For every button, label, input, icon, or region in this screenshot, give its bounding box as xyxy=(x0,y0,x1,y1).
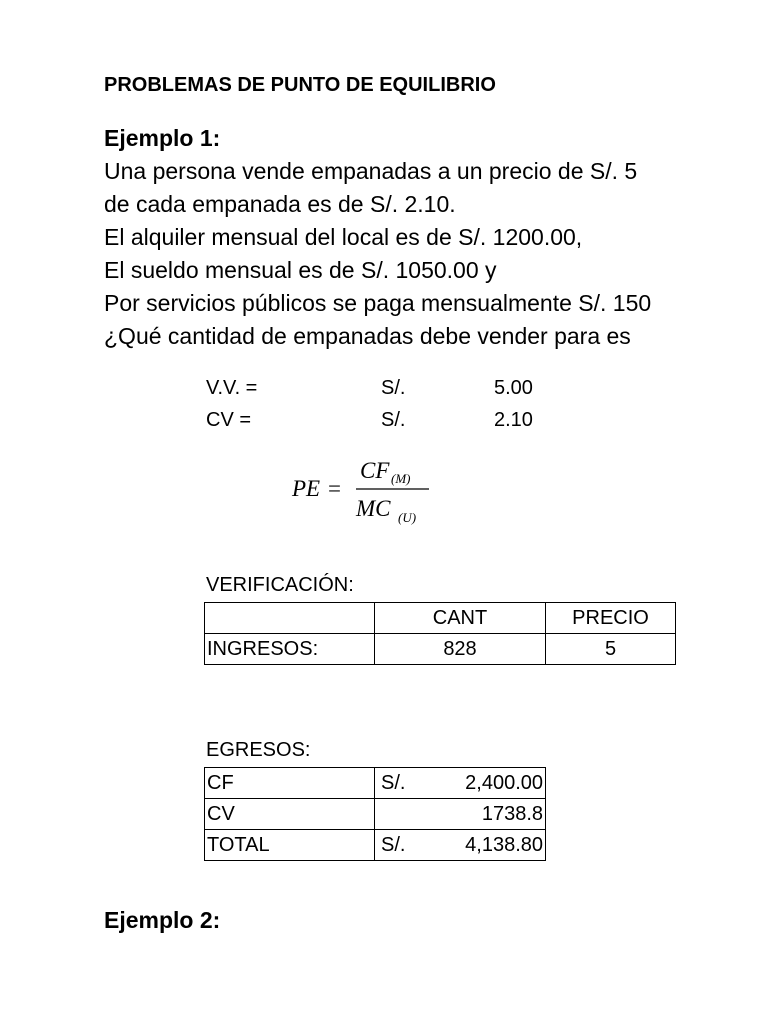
vv-amount: 5.00 xyxy=(494,377,533,399)
egresos-label: EGRESOS: xyxy=(206,739,311,761)
table-cell xyxy=(375,830,546,861)
table-row xyxy=(205,830,546,861)
table-cell: INGRESOS: xyxy=(205,634,375,665)
formula-denominator-subscript: (U) xyxy=(398,510,417,525)
statement-line: ¿Qué cantidad de empanadas debe vender para es xyxy=(104,323,631,349)
cv-label: CV = xyxy=(206,409,252,431)
example-1-statement xyxy=(104,155,676,353)
currency-symbol: S/. xyxy=(381,772,406,794)
statement-line: El sueldo mensual es de S/. 1050.00 y xyxy=(104,257,497,283)
table-cell: TOTAL xyxy=(205,830,375,861)
table-cell xyxy=(375,799,546,830)
verification-label: VERIFICACIÓN: xyxy=(206,574,354,596)
table-cell: CF xyxy=(205,768,375,799)
formula-numerator: CF xyxy=(360,458,390,483)
formula-equals: = xyxy=(328,476,341,501)
cv-amount: 2.10 xyxy=(494,409,533,431)
vv-currency: S/. xyxy=(381,377,406,399)
table-row xyxy=(205,799,546,830)
break-even-formula xyxy=(290,452,440,532)
vv-label: V.V. = xyxy=(206,377,258,399)
table-cell: CV xyxy=(205,799,375,830)
egresos-table xyxy=(204,767,546,861)
statement-line: de cada empanada es de S/. 2.10. xyxy=(104,191,456,217)
formula-lhs: PE xyxy=(292,476,321,501)
amount-value: 2,400.00 xyxy=(465,772,543,794)
page-title: PROBLEMAS DE PUNTO DE EQUILIBRIO xyxy=(104,74,496,96)
verification-table xyxy=(204,602,676,665)
example-1-heading: Ejemplo 1: xyxy=(104,125,221,151)
amount-value: 4,138.80 xyxy=(465,834,543,856)
statement-line: Por servicios públicos se paga mensualmente S/. 150 xyxy=(104,290,652,316)
table-row xyxy=(205,634,676,665)
formula-denominator: MC xyxy=(356,496,391,521)
cv-currency: S/. xyxy=(381,409,406,431)
table-header-cell: CANT xyxy=(375,603,546,634)
statement-line: El alquiler mensual del local es de S/. 1200.00, xyxy=(104,224,583,250)
table-header-cell xyxy=(205,603,375,634)
statement-line: Una persona vende empanadas a un precio de S/. 5 xyxy=(104,158,638,184)
currency-symbol: S/. xyxy=(381,834,406,856)
table-header-cell: PRECIO xyxy=(546,603,676,634)
table-row xyxy=(205,768,546,799)
table-cell xyxy=(375,768,546,799)
table-cell: 5 xyxy=(546,634,676,665)
formula-numerator-subscript: (M) xyxy=(391,471,411,486)
example-2-heading: Ejemplo 2: xyxy=(104,907,221,933)
table-cell: 828 xyxy=(375,634,546,665)
amount-value: 1738.8 xyxy=(481,803,543,825)
table-row xyxy=(205,603,676,634)
